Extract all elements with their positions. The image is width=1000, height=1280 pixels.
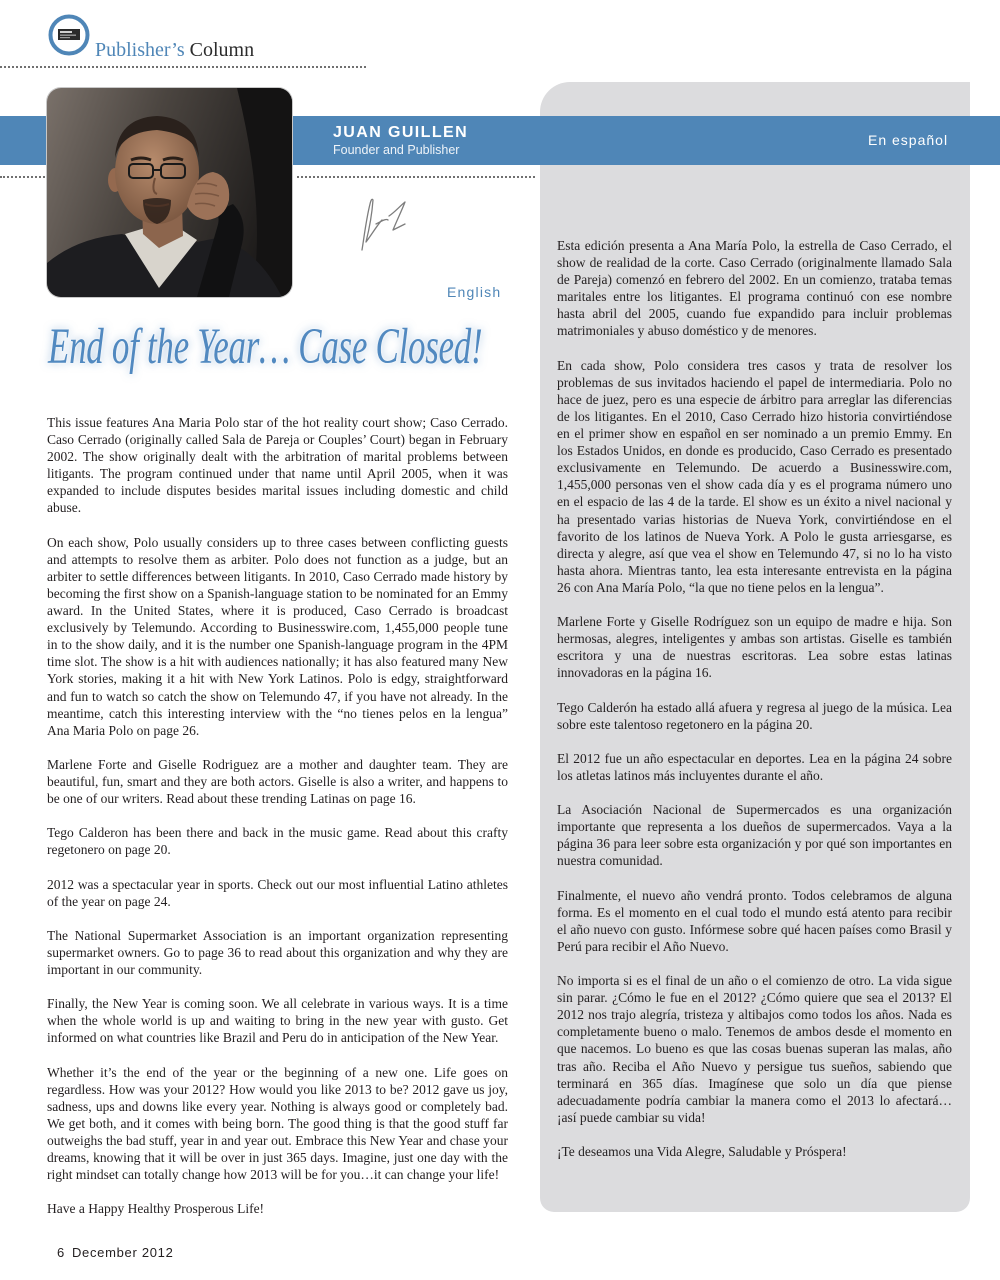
header-dotted-divider	[0, 66, 366, 68]
publisher-photo	[47, 88, 292, 297]
spanish-paragraph: Marlene Forte y Giselle Rodríguez son un equipo de madre e hija. Son hermosas, alegres, inteligentes y ambas son artistas. Giselle es también escritora y una de nuestras escritoras. Lea sobre estas latinas innovadoras en la página 16.	[557, 614, 952, 681]
byline-dotted-divider-left	[0, 176, 45, 178]
spanish-closing-line: ¡Te deseamos una Vida Alegre, Saludable y Próspera!	[557, 1143, 847, 1159]
byline-dotted-divider-right	[297, 176, 535, 178]
spanish-paragraph: Tego Calderón ha estado allá afuera y regresa al juego de la música. Lea sobre este talentoso regetonero en la página 20.	[557, 699, 952, 732]
english-paragraph: On each show, Polo usually considers up to three cases between conflicting guests and attempts to resolve them as arbiter. Polo does not function as a judge, but an arbiter to settle differences between litigants. In 2010, Caso Cerrado made history by becoming the first show on a Spanish-language station to be nominated for an Emmy award. In the United States, where it is produced, Caso Cerrado is broadcast exclusively by Telemundo. According to Businesswire.com, 1,455,000 people tune in to the show daily, and it is the number one Spanish-language program in the 4PM time slot. The show is a hit with audiences nationally; it has also featured many New York stories, making it a hit with New York Latinos. Polo is edgy, straightforward and fun to watch so catch the show on Telemundo 47, if you have not already. In the meantime, catch this interesting interview with the “no tienes pelos en la lengua” Ana Maria Polo on page 26.	[47, 534, 508, 738]
english-column	[47, 414, 508, 1217]
english-label: English	[447, 284, 502, 300]
spanish-paragraph: Finalmente, el nuevo año vendrá pronto. Todos celebramos de alguna forma. Es el momento en el cual todo el mundo está atento para recibir el año nuevo con gusto. Infórmese sobre qué hacen países como Brasil y Perú para recibir el Año Nuevo.	[557, 887, 952, 954]
page-number: 6	[57, 1245, 65, 1260]
page-footer	[57, 1245, 174, 1261]
section-title-suffix: Column	[189, 39, 255, 61]
english-paragraph: The National Supermarket Association is an important organization representing supermarket owners. Go to page 36 to read about this organization and why they are important in our community.	[47, 927, 508, 977]
issue-date: December 2012	[71, 1245, 174, 1260]
english-paragraph: Tego Calderon has been there and back in the music game. Read about this crafty regetonero on page 20.	[47, 825, 508, 858]
spanish-paragraph: No importa si es el final de un año o el comienzo de otro. La vida sigue sin parar. ¿Cómo le fue en el 2012? ¿Cómo quiere que sea el 2013? El 2012 nos trajo alegría, tristeza y altibajos como todos los años. Nada es completamente bueno o malo. Tenemos de ambos desde el momento en que nacemos. Lo bueno es que las cosas buenas superan las malas, año tras año. Reciba el Año Nuevo y persigue tus sueños, sabiendo que terminará en 365 días. Imagínese que solo un día que piense adecuadamente podría cambiar la manera como el 2013 lo afectará… ¡así puede cambiar su vida!	[557, 973, 952, 1125]
english-paragraph: This issue features Ana Maria Polo star of the hot reality court show; Caso Cerrado. Caso Cerrado (originally called Sala de Pareja or Couples’ Court) began in February 2002. The show originally dealt with the arbitration of marital problems between litigants. The program continued under that name until April 2005, when it was expanded to include disputes besides marital issues including domestic and child abuse.	[47, 415, 508, 516]
english-paragraph: Whether it’s the end of the year or the beginning of a new one. Life goes on regardless. How was your 2012? How would you like 2013 to be? 2012 gave us joy, sadness, ups and downs like every year. Nothing is always good or completely bad. We get both, and it comes with being born. The good thing is that the good stuff far outweighs the bad stuff, year in and year out. Embrace this New Year and chase your dreams, knowing that it will be over in just 365 days. Imagine, just one day with the right mindset can totally change how 2013 will be for you…it can change your life!	[47, 1064, 508, 1183]
publisher-name: JUAN GUILLEN	[333, 124, 469, 141]
signature	[356, 190, 408, 254]
spanish-paragraph: Esta edición presenta a Ana María Polo, la estrella de Caso Cerrado, el show de realidad de la corte. Caso Cerrado (originalmente llamado Sala de Pareja) comenzó en febrero del 2002. En un comienzo, trataba temas maritales entre los litigantes. El programa continuó con ese nombre hasta abril del 2005, cuando fue expandido para incluir problemas matrimoniales y abuso doméstico y de menores.	[557, 238, 952, 339]
english-paragraph: 2012 was a spectacular year in sports. Check out our most influential Latino athletes of the year on page 24.	[47, 876, 508, 909]
publisher-photo-image	[47, 88, 292, 297]
english-paragraph: Marlene Forte and Giselle Rodriguez are a mother and daughter team. They are beautiful, fun, smart and they are both actors. Giselle is also a writer, and happens to be one of our writers. Read about these trending Latinas on page 16.	[47, 756, 508, 807]
spanish-label: En español	[868, 132, 949, 148]
spanish-paragraph: El 2012 fue un año espectacular en deportes. Lea en la página 24 sobre los atletas latinos más incluyentes durante el año.	[557, 750, 952, 783]
english-closing-line: Have a Happy Healthy Prosperous Life!	[47, 1201, 265, 1217]
section-title-prefix: Publisher’s	[95, 39, 185, 61]
spanish-paragraph: En cada show, Polo considera tres casos y trata de resolver los problemas de sus invitados haciendo el papel de intermediaria. Polo no hace de juez, pero es una especie de árbitro para arreglar las diferencias de los litigantes. En el 2010, Caso Cerrado hizo historia convirtiéndose en el primer show en español en ser nominado a un premio Emmy. En los Estados Unidos, en donde es producido, Caso Cerrado es presentado exclusivamente en Telemundo. De acuerdo a Businesswire.com, 1,455,000 personas ven el show cada día y es el programa número uno en el espacio de las 4 de la tarde. El show es un éxito a nivel nacional y ha presentado varias historias de Nueva York, convirtiéndose en el favorito de los latinos de Nueva York. A Polo le gusta arriesgarse, es directa y alegre, así que vea el show en Telemundo 47, si no lo ha visto hasta ahora. Mientras tanto, lea esta interesante entrevista en la página 26 con Ana María Polo, “la que no tiene pelos en la lengua”.	[557, 357, 952, 595]
article-title: End of the Year… Case Closed!	[48, 318, 483, 375]
spanish-column	[557, 237, 952, 1160]
publisher-role: Founder and Publisher	[333, 143, 460, 157]
spanish-paragraph: La Asociación Nacional de Supermercados es una organización importante que representa a los dueños de supermercados. Vaya a la página 36 para leer sobre esta organización y por qué son importantes en nuestra comunidad.	[557, 802, 952, 869]
english-paragraph: Finally, the New Year is coming soon. We all celebrate in various ways. It is a time when the whole world is up and waiting to bring in the new year with gusto. Get informed on what countries like Brazil and Peru do in anticipation of the New Year.	[47, 996, 508, 1046]
section-title	[95, 38, 254, 62]
publisher-column-logo-icon	[48, 14, 90, 56]
